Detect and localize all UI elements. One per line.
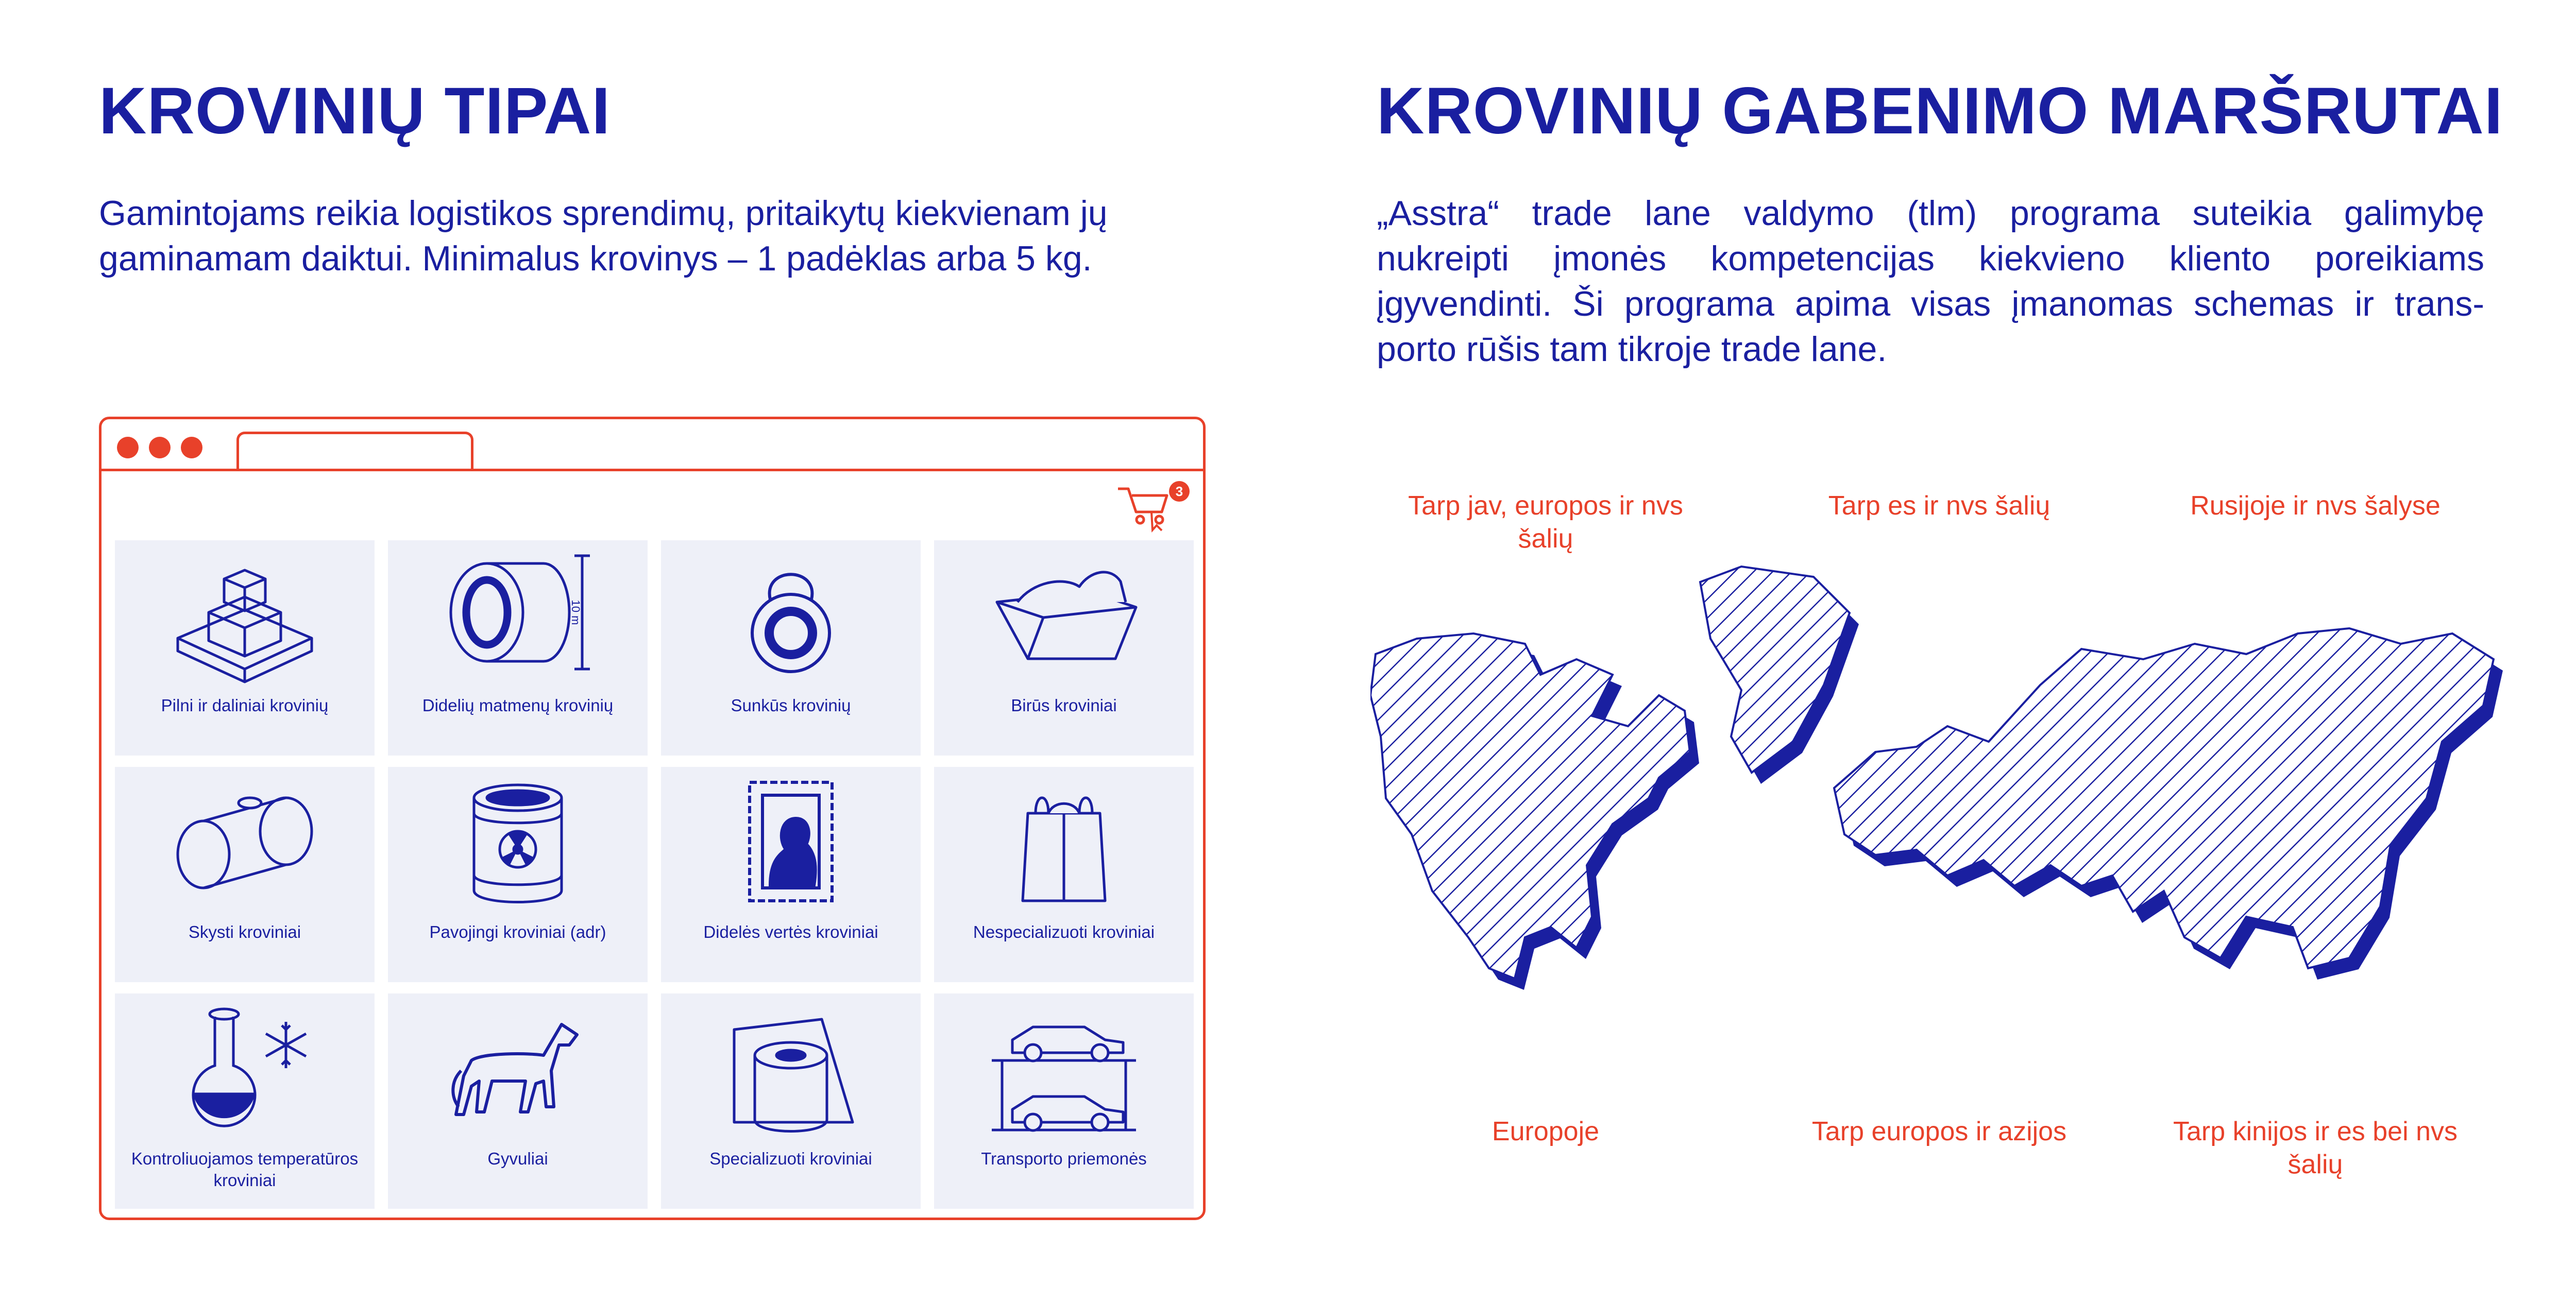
hazard-barrel-icon	[440, 777, 595, 911]
tile-hazardous-cargo[interactable]	[388, 767, 648, 982]
tank-icon	[167, 777, 322, 911]
tile-label: Pilni ir daliniai krovinių	[161, 696, 329, 715]
oversize-cylinder-icon	[440, 551, 595, 684]
framed-portrait-icon	[714, 777, 868, 911]
description-line: porto rūšis tam tikroje trade lane.	[1377, 330, 1887, 369]
cart-badge: 3	[1169, 481, 1190, 502]
route-label-eu-cis: Tarp es ir nvs šalių	[1828, 491, 2050, 521]
dimension-label: 10 m	[569, 599, 582, 625]
description-line: Gamintojams reikia logistikos sprendimų, pritaikytų kiekvienam jų	[99, 194, 1108, 233]
tile-vehicles[interactable]	[934, 993, 1194, 1209]
tile-label: Pavojingi kroviniai (adr)	[429, 922, 606, 941]
tile-temperature-controlled-cargo[interactable]	[115, 993, 375, 1209]
description-line: gaminamam daiktui. Minimalus krovinys – 1 padėklas arba 5 kg.	[99, 239, 1092, 278]
big-bag-icon	[987, 777, 1141, 911]
tile-label: Transporto priemonės	[981, 1149, 1147, 1168]
north-america-shape	[1370, 567, 1859, 990]
world-map-illustration	[1370, 556, 2504, 1082]
tile-oversize-cargo[interactable]	[388, 540, 648, 756]
tile-label: Specializuoti kroviniai	[709, 1149, 872, 1168]
tile-heavy-cargo[interactable]	[661, 540, 921, 756]
cart-icon[interactable]	[1115, 481, 1177, 533]
window-minimize-dot[interactable]	[149, 437, 171, 458]
window-maximize-dot[interactable]	[181, 437, 202, 458]
routes-description	[1377, 191, 2484, 372]
tile-bulk-cargo[interactable]	[934, 540, 1194, 756]
tile-label: Nespecializuoti kroviniai	[973, 922, 1155, 941]
description-line: „Asstra“ trade lane valdymo (tlm) programa suteikia galimybę	[1377, 194, 2484, 233]
tile-label: Kontroliuojamos temperatūros kroviniai	[131, 1149, 359, 1190]
car-transporter-icon	[987, 1004, 1141, 1138]
tile-pallet-cargo[interactable]	[115, 540, 375, 756]
tile-label: Didelės vertės kroviniai	[703, 922, 878, 941]
tile-label: Gyvuliai	[487, 1149, 548, 1168]
eurasia-shape	[1834, 628, 2503, 980]
paper-roll-icon	[714, 1004, 868, 1138]
tile-liquid-cargo[interactable]	[115, 767, 375, 982]
tile-high-value-cargo[interactable]	[661, 767, 921, 982]
browser-window-mock	[99, 417, 1206, 1220]
tile-label: Birūs kroviniai	[1011, 696, 1117, 715]
route-label-europe: Europoje	[1492, 1117, 1600, 1146]
route-label-russia-cis: Rusijoje ir nvs šalyse	[2190, 491, 2441, 521]
kettlebell-icon	[714, 551, 868, 684]
description-line: nukreipti įmonės kompetencijas kiekvieno kliento poreikiams	[1377, 239, 2484, 278]
route-label-china-eu-cis: Tarp kinijos ir es bei nvs šalių	[2173, 1117, 2458, 1179]
cargo-types-description	[99, 191, 1232, 281]
tile-general-cargo[interactable]	[934, 767, 1194, 982]
browser-tab[interactable]	[236, 432, 473, 471]
routes-title: KROVINIŲ GABENIMO MARŠRUTAI	[1377, 74, 2503, 148]
route-label-usa-europe-cis: Tarp jav, europos ir nvs šalių	[1408, 491, 1683, 554]
flask-snowflake-icon	[167, 1004, 322, 1138]
tile-specialized-cargo[interactable]	[661, 993, 921, 1209]
bulk-container-icon	[987, 551, 1141, 684]
tile-livestock[interactable]	[388, 993, 648, 1209]
tile-label: Skysti kroviniai	[188, 922, 301, 941]
cargo-types-title: KROVINIŲ TIPAI	[99, 74, 611, 148]
route-label-europe-asia: Tarp europos ir azijos	[1811, 1117, 2067, 1146]
browser-topbar-divider	[101, 469, 1203, 471]
tile-label: Sunkūs krovinių	[731, 696, 851, 715]
horse-icon	[440, 1004, 595, 1138]
tile-label: Didelių matmenų krovinių	[422, 696, 614, 715]
window-close-dot[interactable]	[117, 437, 139, 458]
description-line: įgyvendinti. Ši programa apima visas įmanomas schemas ir trans-	[1377, 284, 2484, 323]
pallet-boxes-icon	[167, 551, 322, 684]
